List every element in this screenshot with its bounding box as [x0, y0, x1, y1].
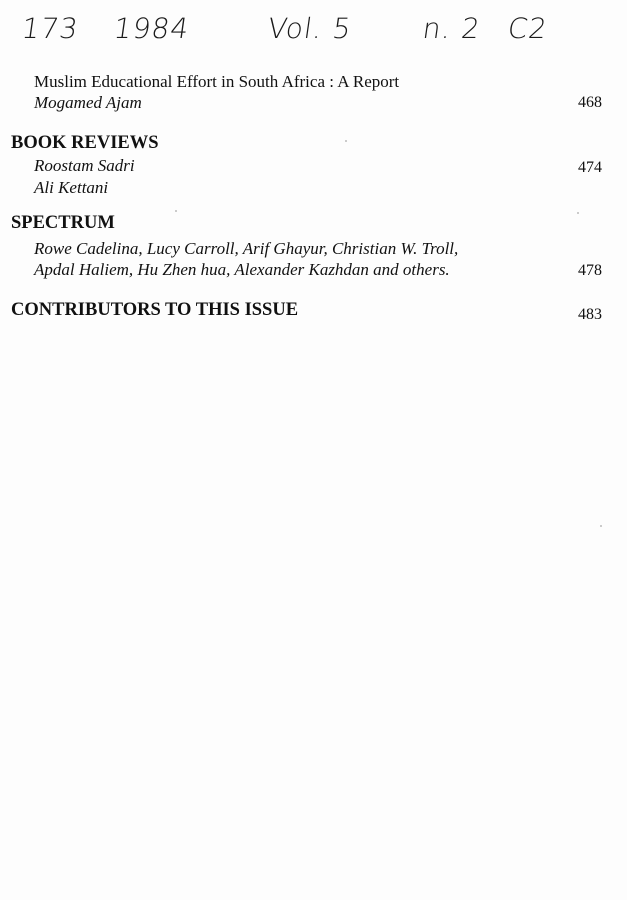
scan-speck — [577, 212, 579, 214]
article-author: Mogamed Ajam — [34, 93, 142, 112]
scan-speck — [175, 210, 177, 212]
handwritten-note-volume: Vol. 5 — [265, 12, 354, 45]
spectrum-contributors-line: Rowe Cadelina, Lucy Carroll, Arif Ghayur, Christian W. Troll, — [34, 239, 459, 258]
contributors-page-number: 483 — [578, 306, 602, 323]
handwritten-note-issue: n. 2 — [420, 12, 483, 45]
book-reviews-heading: BOOK REVIEWS — [11, 133, 159, 153]
contributors-heading: CONTRIBUTORS TO THIS ISSUE — [11, 300, 299, 320]
article-title: Muslim Educational Effort in South Africa : A Report — [34, 72, 400, 91]
book-reviewer-name: Roostam Sadri — [34, 156, 135, 175]
spectrum-heading: SPECTRUM — [11, 213, 115, 233]
handwritten-note-code: C2 — [505, 12, 550, 45]
book-reviews-page-number: 474 — [578, 159, 602, 176]
article-page-number: 468 — [578, 94, 602, 111]
handwritten-note-year: 1984 — [111, 12, 192, 45]
spectrum-contributors-line: Apdal Haliem, Hu Zhen hua, Alexander Kazhdan and others. — [34, 260, 450, 279]
scan-speck — [345, 140, 347, 142]
spectrum-page-number: 478 — [578, 262, 602, 279]
scan-speck — [600, 525, 602, 527]
book-reviewer-name: Ali Kettani — [34, 178, 109, 197]
handwritten-note-number: 173 — [19, 12, 81, 45]
